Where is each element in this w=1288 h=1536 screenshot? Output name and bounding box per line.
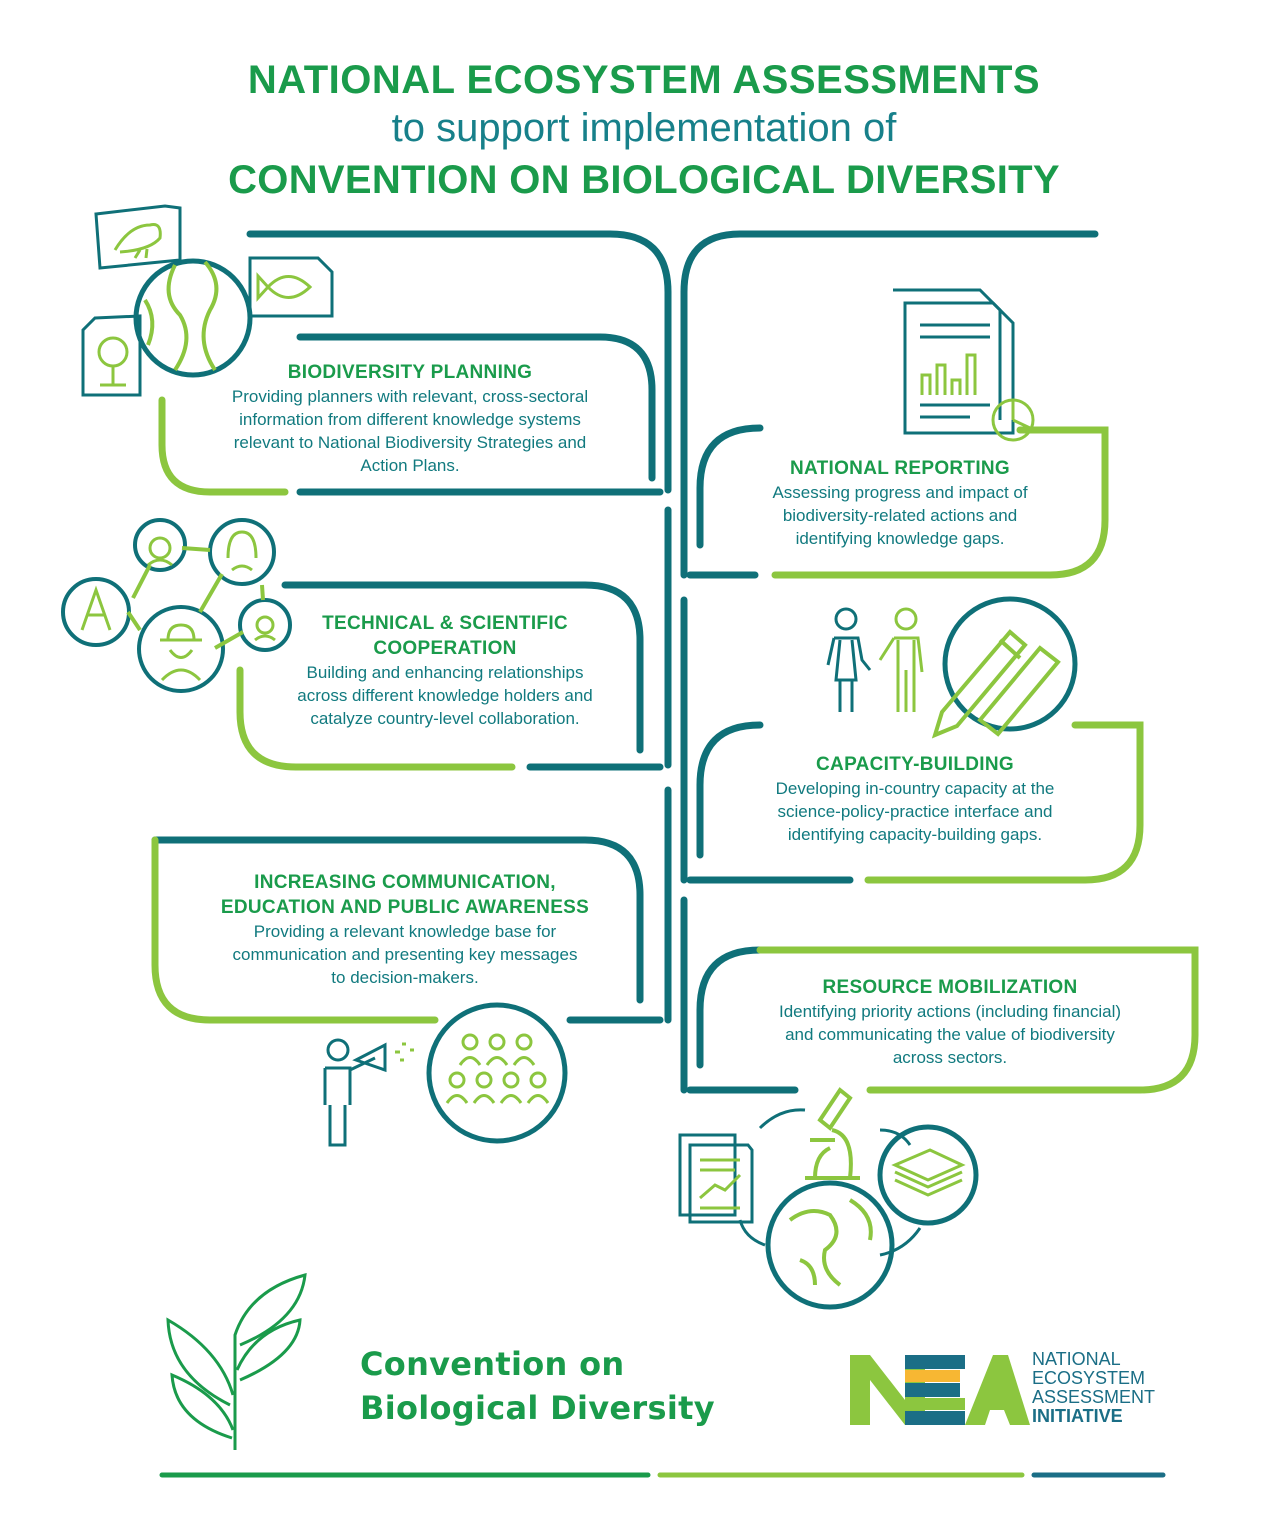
document-icon <box>680 1135 752 1222</box>
nea-logo-text <box>1032 1350 1155 1426</box>
section-body-line: across sectors. <box>892 1048 1008 1067</box>
cbd-leaf-icon <box>168 1275 305 1450</box>
tree-card-icon <box>83 316 140 395</box>
nea-line: ECOSYSTEM <box>1032 1368 1146 1388</box>
section-heading: CAPACITY-BUILDING <box>816 754 1014 775</box>
section-body-line: catalyze country-level collaboration. <box>310 709 580 728</box>
section-body-line: relevant to National Biodiversity Strategies and <box>233 433 587 452</box>
page-title-line3: CONVENTION ON BIOLOGICAL DIVERSITY <box>228 158 1060 202</box>
section-body-line: biodiversity-related actions and <box>782 506 1018 525</box>
section-body-line: science-policy-practice interface and <box>777 802 1053 821</box>
microscope-icon <box>805 1090 860 1178</box>
section-body-line: Identifying priority actions (including financial) <box>778 1002 1122 1021</box>
section-body-line: identifying capacity-building gaps. <box>787 825 1043 844</box>
teacher-student-icon <box>828 609 922 712</box>
section-resource-mobilization <box>725 975 1175 1069</box>
section-heading: INCREASING COMMUNICATION, <box>254 872 556 893</box>
nea-line: ASSESSMENT <box>1032 1387 1156 1407</box>
nea-line: INITIATIVE <box>1032 1406 1123 1426</box>
pencil-ruler-icon <box>935 599 1075 735</box>
section-communication <box>180 870 630 989</box>
section-heading: RESOURCE MOBILIZATION <box>822 977 1078 998</box>
megaphone-person-icon <box>325 1040 414 1145</box>
section-body-line: Building and enhancing relationships <box>306 663 584 682</box>
nea-line: NATIONAL <box>1032 1349 1121 1369</box>
nea-logo-icon <box>850 1355 1030 1425</box>
page-title-line1: NATIONAL ECOSYSTEM ASSESSMENTS <box>247 58 1041 102</box>
section-heading: EDUCATION AND PUBLIC AWARENESS <box>220 897 590 918</box>
cbd-line: Biological Diversity <box>360 1389 715 1427</box>
page-title-line2: to support implementation of <box>391 106 897 150</box>
section-body-line: communication and presenting key messages <box>232 945 578 964</box>
section-body-line: and communicating the value of biodiversity <box>785 1025 1115 1044</box>
section-body-line: Providing planners with relevant, cross-sectoral <box>231 387 589 406</box>
cbd-line: Convention on <box>360 1345 625 1383</box>
fish-card-icon <box>250 258 332 316</box>
section-body-line: identifying knowledge gaps. <box>795 529 1005 548</box>
section-heading: TECHNICAL & SCIENTIFIC <box>322 613 568 634</box>
bird-card-icon <box>96 206 180 268</box>
money-icon <box>880 1127 976 1223</box>
section-capacity-building <box>725 752 1105 846</box>
section-technical-cooperation <box>255 611 635 730</box>
section-heading: BIODIVERSITY PLANNING <box>287 362 533 383</box>
section-body-line: across different knowledge holders and <box>297 686 593 705</box>
section-biodiversity-planning <box>180 360 640 477</box>
section-body-line: Action Plans. <box>360 456 460 475</box>
report-chart-icon <box>893 290 1033 440</box>
section-heading: NATIONAL REPORTING <box>789 458 1011 479</box>
section-body-line: to decision-makers. <box>331 968 479 987</box>
audience-icon <box>429 1005 565 1141</box>
cbd-logo-text <box>360 1342 715 1430</box>
globe-icon <box>768 1183 892 1307</box>
section-heading: COOPERATION <box>373 638 517 659</box>
section-body-line: Providing a relevant knowledge base for <box>253 922 557 941</box>
section-body-line: Assessing progress and impact of <box>772 483 1028 502</box>
globe-rivers-icon <box>136 261 250 375</box>
section-body-line: information from different knowledge systems <box>239 410 581 429</box>
section-body-line: Developing in-country capacity at the <box>775 779 1055 798</box>
section-national-reporting <box>720 456 1080 550</box>
